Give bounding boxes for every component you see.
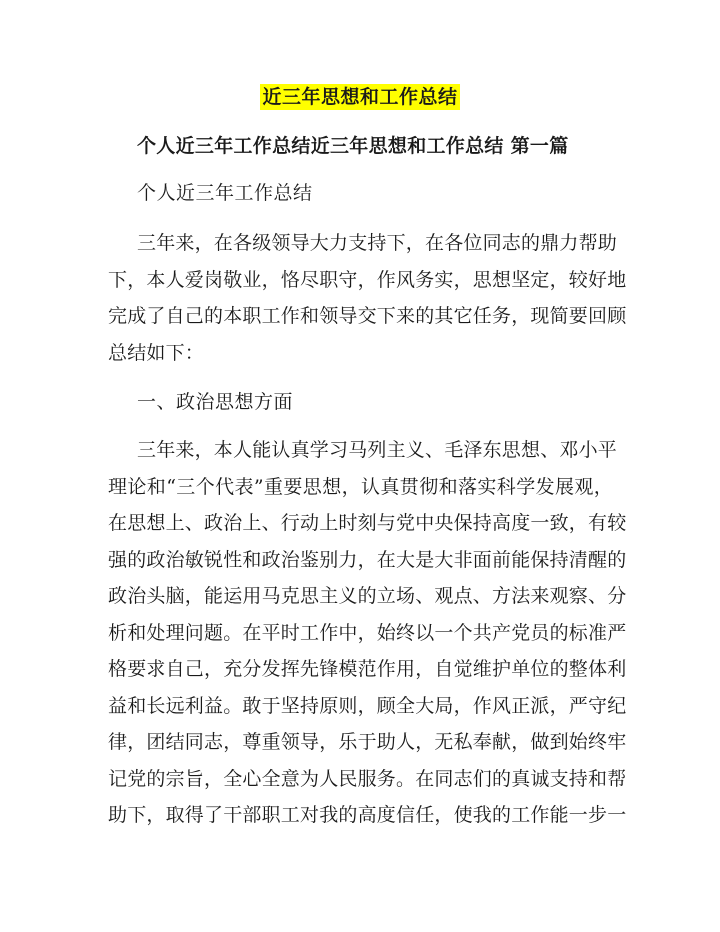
paragraph-line: 强的政治敏锐性和政治鉴别力，在大是大非面前能保持清醒的 <box>108 548 627 571</box>
paragraph-line: 理论和“三个代表”重要思想，认真贯彻和落实科学发展观， <box>108 475 613 498</box>
paragraph-line: 完成了自己的本职工作和领导交下来的其它任务，现简要回顾 <box>108 305 627 327</box>
paragraph-line: 在思想上、政治上、行动上时刻与党中央保持高度一致，有较 <box>108 512 627 534</box>
title-wrapper <box>0 84 720 110</box>
paragraph-line: 下，本人爱岗敬业，恪尽职守，作风务实，思想坚定，较好地 <box>108 268 627 291</box>
section-heading: 个人近三年工作总结 <box>137 182 313 204</box>
paragraph-line: 律，团结同志，尊重领导，乐于助人，无私奉献，做到始终牢 <box>108 731 627 753</box>
paragraph-line: 析和处理问题。在平时工作中，始终以一个共产党员的标准严 <box>108 621 627 644</box>
paragraph-line: 记党的宗旨，全心全意为人民服务。在同志们的真诚支持和帮 <box>108 767 627 790</box>
paragraph-line: 益和长远利益。敢于坚持原则，顾全大局，作风正派，严守纪 <box>108 694 627 717</box>
paragraph-line: 总结如下： <box>108 341 205 364</box>
paragraph-line: 三年来，本人能认真学习马列主义、毛泽东思想、邓小平 <box>137 439 618 461</box>
political-paragraph <box>108 432 627 834</box>
paragraph-line: 三年来，在各级领导大力支持下，在各位同志的鼎力帮助 <box>137 232 618 254</box>
paragraph-line: 助下，取得了干部职工对我的高度信任，使我的工作能一步一 <box>108 804 627 826</box>
intro-paragraph <box>108 225 627 371</box>
document-title: 近三年思想和工作总结 <box>262 86 458 108</box>
paragraph-line: 政治头脑，能运用马克思主义的立场、观点、方法来观察、分 <box>108 585 627 607</box>
document-subtitle: 个人近三年工作总结近三年思想和工作总结 第一篇 <box>137 135 569 157</box>
paragraph-line: 格要求自己，充分发挥先锋模范作用，自觉维护单位的整体利 <box>108 658 627 680</box>
political-heading: 一、政治思想方面 <box>137 391 294 413</box>
